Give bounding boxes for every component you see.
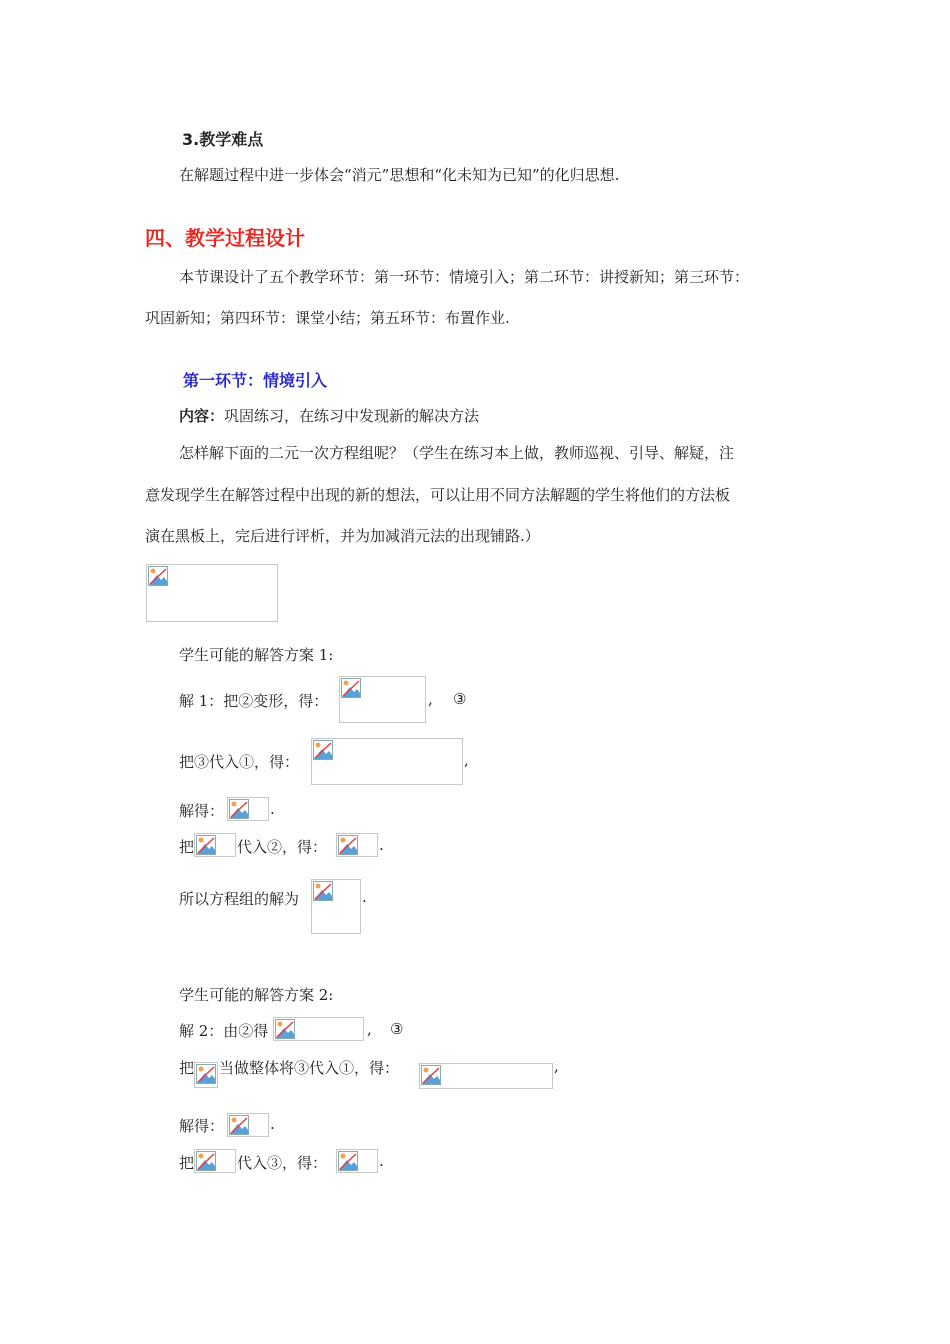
plan2-step2-a: 把 — [179, 1059, 195, 1077]
broken-image-icon — [196, 1151, 216, 1171]
broken-image-icon — [229, 1115, 249, 1135]
equation-system-image — [146, 564, 278, 622]
plan2-step2-comma: , — [554, 1057, 559, 1075]
plan2-step4-image-b — [336, 1149, 378, 1173]
broken-image-icon — [196, 1064, 216, 1084]
plan2-step2-b: 当做整体将③代入①，得： — [219, 1059, 400, 1077]
broken-image-icon — [341, 678, 361, 698]
broken-image-icon — [338, 835, 358, 855]
broken-image-icon — [313, 881, 333, 901]
broken-image-icon — [229, 799, 249, 819]
content-label: 内容： — [179, 407, 225, 425]
plan1-step3-text: 解得： — [179, 802, 225, 820]
plan2-title: 学生可能的解答方案 2: — [179, 986, 334, 1004]
process-intro-line2: 巩固新知；第四环节：课堂小结；第五环节：布置作业. — [145, 309, 510, 327]
question-line1: 怎样解下面的二元一次方程组呢？（学生在练习本上做，教师巡视、引导、解疑，注 — [179, 444, 735, 462]
plan2-step4-a: 把 — [179, 1154, 195, 1172]
plan1-step2-image — [311, 738, 463, 785]
plan1-step4-image-b — [336, 833, 378, 857]
plan1-step4-a: 把 — [179, 838, 195, 856]
plan1-step2-text: 把③代入①，得： — [179, 753, 300, 771]
plan1-step4-image-a — [194, 833, 236, 857]
plan2-step3-image — [227, 1113, 269, 1137]
plan2-step2-image-b — [419, 1063, 553, 1089]
section1-heading: 第一环节：情境引入 — [183, 371, 328, 390]
plan2-step4-period: . — [379, 1152, 384, 1170]
plan1-solution-image — [311, 879, 361, 934]
section1-content — [179, 405, 479, 426]
plan2-step1-text: 解 2：由②得 — [179, 1022, 269, 1040]
question-line2: 意发现学生在解答过程中出现的新的想法，可以让用不同方法解题的学生将他们的方法板 — [145, 486, 731, 504]
plan2-step3-text: 解得： — [179, 1117, 225, 1135]
plan1-step3-image — [227, 797, 269, 821]
plan1-step1-comma: , — [428, 690, 433, 708]
process-heading: 四、教学过程设计 — [145, 226, 305, 250]
broken-image-icon — [196, 835, 216, 855]
difficulty-heading: 3.教学难点 — [182, 130, 264, 149]
plan1-step5-text: 所以方程组的解为 — [179, 890, 300, 908]
broken-image-icon — [338, 1151, 358, 1171]
plan1-step1-mark: ③ — [453, 690, 467, 708]
plan1-step5-period: . — [362, 888, 367, 906]
plan2-step3-period: . — [270, 1115, 275, 1133]
plan1-title: 学生可能的解答方案 1: — [179, 646, 334, 664]
plan1-step1-text: 解 1：把②变形，得： — [179, 692, 329, 710]
plan1-step4-period: . — [379, 836, 384, 854]
plan2-step2-image-a — [194, 1062, 218, 1088]
plan1-step1-image — [339, 676, 426, 723]
plan2-step4-b: 代入③，得： — [237, 1154, 328, 1172]
plan2-step1-image — [273, 1017, 364, 1041]
broken-image-icon — [275, 1019, 295, 1039]
plan1-step4-b: 代入②，得： — [237, 838, 328, 856]
process-intro-line1: 本节课设计了五个教学环节：第一环节：情境引入；第二环节：讲授新知；第三环节： — [179, 268, 750, 286]
plan2-step4-image-a — [194, 1149, 236, 1173]
plan2-step1-mark: ③ — [390, 1020, 404, 1038]
plan2-step1-comma: , — [367, 1020, 372, 1038]
content-text: 巩固练习，在练习中发现新的解决方法 — [224, 407, 480, 425]
plan1-step2-comma: , — [464, 751, 469, 769]
plan1-step3-period: . — [270, 800, 275, 818]
broken-image-icon — [313, 740, 333, 760]
difficulty-text: 在解题过程中进一步体会“消元”思想和“化未知为已知”的化归思想. — [179, 166, 620, 184]
broken-image-icon — [421, 1065, 441, 1085]
question-line3: 演在黑板上，完后进行评析，并为加减消元法的出现铺路.） — [145, 527, 540, 545]
broken-image-icon — [148, 566, 168, 586]
